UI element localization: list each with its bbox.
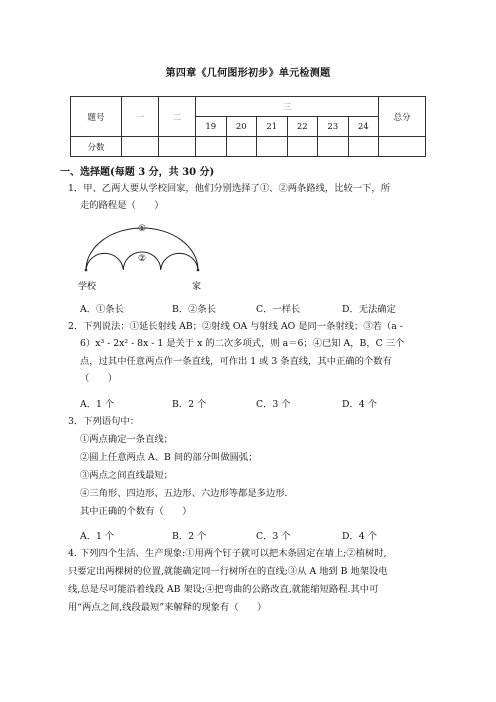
header-q21: 21 <box>257 117 288 137</box>
score-cell <box>318 137 349 157</box>
score-cell <box>257 137 288 157</box>
header-q20: 20 <box>226 117 257 137</box>
q1-line-1: 1．甲、乙两人要从学校回家，他们分别选择了①、②两条路线，比较一下，所 <box>68 183 391 194</box>
score-cell <box>287 137 318 157</box>
q4-line-2: 只要定出两棵树的位置,就能确定同一行树所在的直线;③从 A 地到 B 地架设电 <box>68 566 388 577</box>
page-title: 第四章《几何图形初步》单元检测题 <box>165 68 331 79</box>
q3-option-c[interactable]: C．3 个 <box>256 531 291 542</box>
route-1-label: ① <box>138 224 147 234</box>
q1-option-a[interactable]: A．①条长 <box>80 304 124 315</box>
header-q22: 22 <box>287 117 318 137</box>
route-figure <box>78 218 206 294</box>
q2-line-3: 点，过其中任意两点作一条直线，可作出 1 或 3 条直线，其中正确的个数有 <box>80 356 392 367</box>
q2-option-d[interactable]: D．4 个 <box>342 399 377 410</box>
header-q19: 19 <box>196 117 227 137</box>
score-cell <box>348 137 379 157</box>
q2-line-1: 2．下列说法：①延长射线 AB；②射线 OA 与射线 AO 是同一条射线；③若（a - <box>68 321 403 332</box>
header-q23: 23 <box>318 117 349 137</box>
q3-question: 其中正确的个数有（ ） <box>80 506 192 517</box>
score-table <box>70 96 426 157</box>
header-total: 总分 <box>379 97 426 137</box>
header-q24: 24 <box>348 117 379 137</box>
q3-statement-4: ④三角形、四边形、五边形、六边形等都是多边形. <box>80 488 288 499</box>
q2-line-4: （ ） <box>80 373 118 384</box>
header-section-3: 三 <box>196 97 379 117</box>
home-label: 家 <box>192 282 202 292</box>
q3-statement-3: ③两点之间直线最短； <box>80 470 173 481</box>
q4-line-4: 用“两点之间,线段最短”来解释的现象有（ ） <box>68 602 267 613</box>
q2-option-c[interactable]: C．3 个 <box>256 399 291 410</box>
q3-option-a[interactable]: A．1 个 <box>80 531 115 542</box>
q3-statement-2: ②圆上任意两点 A、B 间的部分叫做圆弧； <box>80 452 258 463</box>
q3-line-1: 3．下列语句中： <box>68 416 139 427</box>
q3-statement-1: ①两点确定一条直线； <box>80 434 173 445</box>
section-heading: 一、选择题(每题 3 分，共 30 分) <box>60 167 215 178</box>
q3-option-d[interactable]: D．4 个 <box>342 531 377 542</box>
q4-line-1: 4. 下列四个生活、生产现象:①用两个钉子就可以把木条固定在墙上;②植树时, <box>68 548 387 559</box>
q1-line-2: 走的路程是（ ） <box>80 200 164 211</box>
q1-option-d[interactable]: D．无法确定 <box>342 304 396 315</box>
q2-option-b[interactable]: B．2 个 <box>172 399 207 410</box>
score-cell <box>196 137 227 157</box>
q1-option-c[interactable]: C．一样长 <box>256 304 301 315</box>
q4-line-3: 线,总是尽可能沿着线段 AB 架设;④把弯曲的公路改直,就能缩短路程.其中可 <box>68 584 379 595</box>
q1-option-b[interactable]: B．②条长 <box>172 304 217 315</box>
q3-option-b[interactable]: B．2 个 <box>172 531 207 542</box>
home-point <box>197 269 200 272</box>
route-2-label: ② <box>138 254 147 264</box>
school-label: 学校 <box>78 282 97 292</box>
q2-line-2: 6）x³ - 2x² - 8x - 1 是关于 x 的二次多项式，则 a＝6；④已知 A，B，C 三个 <box>80 338 405 349</box>
school-point <box>85 269 88 272</box>
score-cell <box>226 137 257 157</box>
score-cell <box>122 137 159 157</box>
row-label-score: 分数 <box>71 137 122 157</box>
score-cell <box>379 137 426 157</box>
score-cell <box>159 137 196 157</box>
header-section-2: 二 <box>159 97 196 137</box>
header-tihao: 题号 <box>71 97 122 137</box>
q2-option-a[interactable]: A．1 个 <box>80 399 115 410</box>
header-section-1: 一 <box>122 97 159 137</box>
